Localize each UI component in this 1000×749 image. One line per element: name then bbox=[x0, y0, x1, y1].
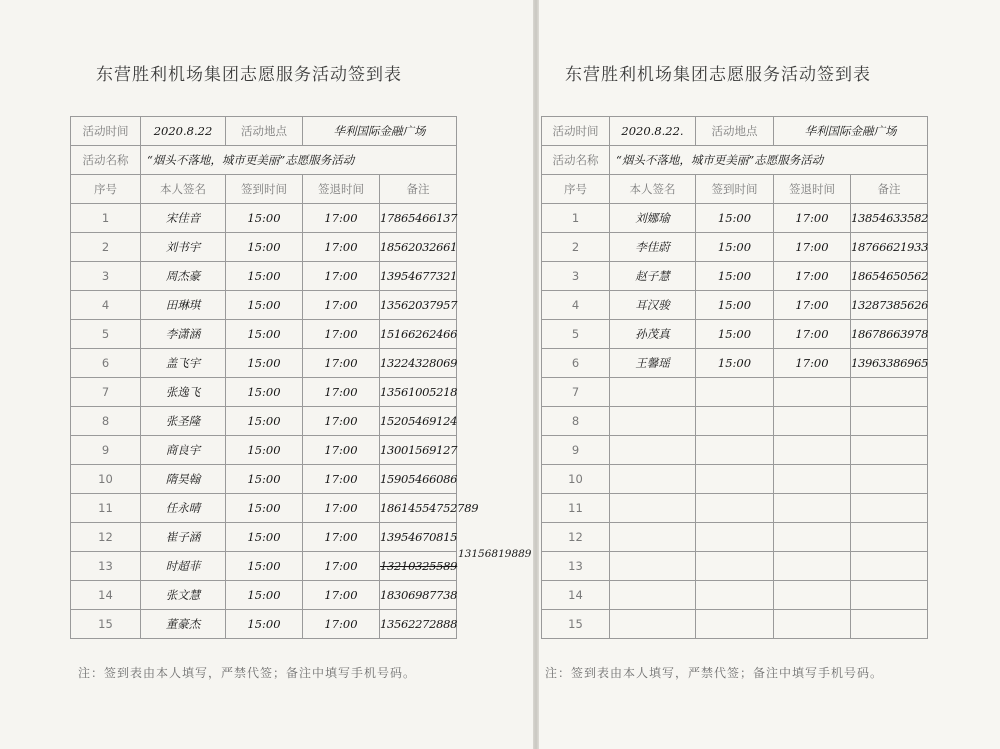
row-number: 9 bbox=[71, 436, 141, 465]
remark-cell bbox=[851, 407, 928, 436]
table-row bbox=[71, 262, 457, 291]
remark-cell bbox=[851, 523, 928, 552]
sign-out-time-cell: 17:00 bbox=[303, 262, 380, 291]
sign-out-time-cell: 17:00 bbox=[303, 436, 380, 465]
remark-cell: 18614554752789 bbox=[380, 494, 457, 523]
remark-cell: 13224328069 bbox=[380, 349, 457, 378]
remark-cell: 13210325589 bbox=[380, 552, 457, 581]
sign-out-time-cell: 17:00 bbox=[303, 494, 380, 523]
row-number: 10 bbox=[542, 465, 610, 494]
sign-in-time-cell bbox=[696, 494, 774, 523]
activity-name-label: 活动名称 bbox=[542, 146, 610, 175]
remark-cell: 15205469124 bbox=[380, 407, 457, 436]
remark-cell: 18678663978 bbox=[851, 320, 928, 349]
sign-in-time-cell: 15:00 bbox=[226, 291, 303, 320]
row-number: 5 bbox=[542, 320, 610, 349]
sign-in-time-cell: 15:00 bbox=[696, 349, 774, 378]
sign-in-table bbox=[541, 116, 928, 639]
sign-out-time-cell bbox=[774, 610, 851, 639]
remark-cell bbox=[851, 610, 928, 639]
activity-name-row bbox=[71, 146, 457, 175]
sign-in-time-cell bbox=[696, 610, 774, 639]
signature-cell bbox=[610, 523, 696, 552]
remark-cell bbox=[851, 552, 928, 581]
sign-in-time-cell: 15:00 bbox=[226, 581, 303, 610]
row-number: 8 bbox=[542, 407, 610, 436]
signature-cell: 商良宇 bbox=[141, 436, 226, 465]
sign-in-time-cell: 15:00 bbox=[226, 552, 303, 581]
sign-out-time-cell bbox=[774, 552, 851, 581]
table-row bbox=[542, 552, 928, 581]
signature-cell bbox=[610, 407, 696, 436]
signature-cell: 孙茂真 bbox=[610, 320, 696, 349]
row-number: 13 bbox=[71, 552, 141, 581]
table-row bbox=[71, 436, 457, 465]
signature-cell: 王馨瑶 bbox=[610, 349, 696, 378]
sign-in-time-cell: 15:00 bbox=[226, 610, 303, 639]
signature-cell bbox=[610, 436, 696, 465]
table-row bbox=[542, 349, 928, 378]
row-number: 7 bbox=[542, 378, 610, 407]
activity-time-label: 活动时间 bbox=[542, 117, 610, 146]
signature-cell: 张圣隆 bbox=[141, 407, 226, 436]
header-signature: 本人签名 bbox=[141, 175, 226, 204]
table-header-row bbox=[542, 175, 928, 204]
sign-out-time-cell bbox=[774, 581, 851, 610]
row-number: 4 bbox=[71, 291, 141, 320]
signature-cell: 李佳蔚 bbox=[610, 233, 696, 262]
row-number: 11 bbox=[71, 494, 141, 523]
sign-out-time-cell: 17:00 bbox=[774, 204, 851, 233]
remark-cell: 13954677321 bbox=[380, 262, 457, 291]
table-row bbox=[542, 378, 928, 407]
sign-out-time-cell: 17:00 bbox=[303, 581, 380, 610]
activity-name-label: 活动名称 bbox=[71, 146, 141, 175]
remark-cell: 18306987738 bbox=[380, 581, 457, 610]
row-number: 8 bbox=[71, 407, 141, 436]
row-number: 14 bbox=[71, 581, 141, 610]
row-number: 6 bbox=[542, 349, 610, 378]
signature-cell: 崔子涵 bbox=[141, 523, 226, 552]
sign-in-time-cell bbox=[696, 552, 774, 581]
sheet-title: 东营胜利机场集团志愿服务活动签到表 bbox=[96, 65, 402, 85]
row-number: 13 bbox=[542, 552, 610, 581]
header-remark: 备注 bbox=[851, 175, 928, 204]
activity-name-row bbox=[542, 146, 928, 175]
sign-in-time-cell: 15:00 bbox=[226, 233, 303, 262]
table-row bbox=[71, 204, 457, 233]
sign-out-time-cell: 17:00 bbox=[303, 523, 380, 552]
sign-in-time-cell: 15:00 bbox=[226, 262, 303, 291]
sign-in-sheet-right bbox=[539, 0, 1000, 749]
sign-out-time-cell bbox=[774, 436, 851, 465]
sign-in-time-cell bbox=[696, 407, 774, 436]
signature-cell: 张文慧 bbox=[141, 581, 226, 610]
table-row bbox=[542, 494, 928, 523]
table-row bbox=[71, 233, 457, 262]
sign-in-time-cell: 15:00 bbox=[696, 320, 774, 349]
sign-out-time-cell: 17:00 bbox=[303, 465, 380, 494]
table-row bbox=[542, 233, 928, 262]
remark-cell: 17865466137 bbox=[380, 204, 457, 233]
table-row bbox=[71, 581, 457, 610]
sign-in-time-cell bbox=[696, 465, 774, 494]
footer-note: 注：签到表由本人填写，严禁代签；备注中填写手机号码。 bbox=[545, 666, 884, 680]
sign-out-time-cell: 17:00 bbox=[303, 552, 380, 581]
sign-out-time-cell: 17:00 bbox=[774, 320, 851, 349]
remark-cell bbox=[851, 465, 928, 494]
signature-cell: 耳汉骏 bbox=[610, 291, 696, 320]
table-row bbox=[71, 407, 457, 436]
sign-out-time-cell: 17:00 bbox=[774, 233, 851, 262]
sign-out-time-cell: 17:00 bbox=[303, 291, 380, 320]
table-row bbox=[71, 523, 457, 552]
sign-in-time-cell: 15:00 bbox=[226, 349, 303, 378]
header-remark: 备注 bbox=[380, 175, 457, 204]
activity-place-label: 活动地点 bbox=[226, 117, 303, 146]
row-number: 9 bbox=[542, 436, 610, 465]
sign-in-time-cell: 15:00 bbox=[696, 233, 774, 262]
remark-cell: 13562272888 bbox=[380, 610, 457, 639]
sign-in-time-cell: 15:00 bbox=[226, 436, 303, 465]
signature-cell bbox=[610, 610, 696, 639]
header-sign-in-time: 签到时间 bbox=[226, 175, 303, 204]
sign-in-time-cell: 15:00 bbox=[226, 465, 303, 494]
row-number: 1 bbox=[542, 204, 610, 233]
signature-cell bbox=[610, 494, 696, 523]
table-row bbox=[71, 494, 457, 523]
header-no: 序号 bbox=[542, 175, 610, 204]
row-number: 5 bbox=[71, 320, 141, 349]
table-row bbox=[542, 523, 928, 552]
sign-in-time-cell: 15:00 bbox=[696, 262, 774, 291]
remark-cell: 13954670815 bbox=[380, 523, 457, 552]
table-row bbox=[542, 320, 928, 349]
sign-out-time-cell bbox=[774, 465, 851, 494]
row-number: 2 bbox=[71, 233, 141, 262]
table-row bbox=[542, 610, 928, 639]
table-row bbox=[542, 407, 928, 436]
header-sign-out-time: 签退时间 bbox=[774, 175, 851, 204]
remark-cell: 13963386965 bbox=[851, 349, 928, 378]
table-row bbox=[542, 204, 928, 233]
remark-cell: 18562032661 bbox=[380, 233, 457, 262]
sign-in-time-cell bbox=[696, 523, 774, 552]
activity-place-value: 华利国际金融广场 bbox=[774, 117, 928, 146]
header-sign-out-time: 签退时间 bbox=[303, 175, 380, 204]
signature-cell: 宋佳音 bbox=[141, 204, 226, 233]
activity-time-value: 2020.8.22 bbox=[141, 117, 226, 146]
sign-in-time-cell bbox=[696, 436, 774, 465]
sign-out-time-cell: 17:00 bbox=[303, 610, 380, 639]
signature-cell bbox=[610, 378, 696, 407]
sign-in-time-cell: 15:00 bbox=[226, 378, 303, 407]
sign-out-time-cell: 17:00 bbox=[774, 262, 851, 291]
row-number: 3 bbox=[542, 262, 610, 291]
remark-cell bbox=[851, 581, 928, 610]
sign-out-time-cell: 17:00 bbox=[303, 204, 380, 233]
row-number: 4 bbox=[542, 291, 610, 320]
table-row bbox=[71, 552, 457, 581]
signature-cell: 周杰豪 bbox=[141, 262, 226, 291]
row-number: 1 bbox=[71, 204, 141, 233]
sign-out-time-cell: 17:00 bbox=[303, 320, 380, 349]
table-row bbox=[71, 610, 457, 639]
activity-time-row bbox=[542, 117, 928, 146]
activity-time-value: 2020.8.22. bbox=[610, 117, 696, 146]
remark-cell: 18766621933 bbox=[851, 233, 928, 262]
table-row bbox=[542, 465, 928, 494]
remark-cell: 13287385626 bbox=[851, 291, 928, 320]
row-number: 2 bbox=[542, 233, 610, 262]
table-row bbox=[71, 320, 457, 349]
margin-phone-note: 13156819889 bbox=[458, 548, 532, 560]
remark-cell: 13001569127 bbox=[380, 436, 457, 465]
row-number: 12 bbox=[71, 523, 141, 552]
sign-in-time-cell: 15:00 bbox=[226, 407, 303, 436]
signature-cell bbox=[610, 552, 696, 581]
activity-place-label: 活动地点 bbox=[696, 117, 774, 146]
sign-out-time-cell: 17:00 bbox=[303, 349, 380, 378]
signature-cell: 刘书宇 bbox=[141, 233, 226, 262]
remark-cell: 13854633582 bbox=[851, 204, 928, 233]
signature-cell: 张逸飞 bbox=[141, 378, 226, 407]
footer-note: 注：签到表由本人填写，严禁代签；备注中填写手机号码。 bbox=[78, 666, 417, 680]
table-row bbox=[71, 349, 457, 378]
remark-cell: 15905466086 bbox=[380, 465, 457, 494]
sign-out-time-cell: 17:00 bbox=[774, 349, 851, 378]
sign-in-time-cell: 15:00 bbox=[226, 320, 303, 349]
sign-in-time-cell bbox=[696, 378, 774, 407]
signature-cell: 赵子慧 bbox=[610, 262, 696, 291]
table-row bbox=[71, 378, 457, 407]
table-row bbox=[542, 581, 928, 610]
table-row bbox=[71, 465, 457, 494]
signature-cell bbox=[610, 465, 696, 494]
activity-name-value: “烟头不落地，城市更美丽”志愿服务活动 bbox=[610, 146, 928, 175]
sign-in-time-cell: 15:00 bbox=[696, 291, 774, 320]
remark-cell: 15166262466 bbox=[380, 320, 457, 349]
header-no: 序号 bbox=[71, 175, 141, 204]
sign-out-time-cell bbox=[774, 378, 851, 407]
sign-in-time-cell: 15:00 bbox=[226, 523, 303, 552]
row-number: 6 bbox=[71, 349, 141, 378]
table-row bbox=[542, 291, 928, 320]
table-header-row bbox=[71, 175, 457, 204]
signature-cell bbox=[610, 581, 696, 610]
sheet-title: 东营胜利机场集团志愿服务活动签到表 bbox=[565, 65, 871, 85]
remark-cell bbox=[851, 494, 928, 523]
table-row bbox=[542, 436, 928, 465]
sign-out-time-cell bbox=[774, 523, 851, 552]
sign-in-time-cell: 15:00 bbox=[696, 204, 774, 233]
signature-cell: 隋昊翰 bbox=[141, 465, 226, 494]
sign-in-time-cell bbox=[696, 581, 774, 610]
table-row bbox=[542, 262, 928, 291]
header-sign-in-time: 签到时间 bbox=[696, 175, 774, 204]
row-number: 11 bbox=[542, 494, 610, 523]
sign-out-time-cell: 17:00 bbox=[303, 407, 380, 436]
signature-cell: 任永晴 bbox=[141, 494, 226, 523]
sign-out-time-cell bbox=[774, 494, 851, 523]
signature-cell: 董豪杰 bbox=[141, 610, 226, 639]
remark-cell: 13561005218 bbox=[380, 378, 457, 407]
remark-cell bbox=[851, 378, 928, 407]
row-number: 15 bbox=[542, 610, 610, 639]
row-number: 10 bbox=[71, 465, 141, 494]
row-number: 7 bbox=[71, 378, 141, 407]
sign-out-time-cell: 17:00 bbox=[774, 291, 851, 320]
signature-cell: 李潇涵 bbox=[141, 320, 226, 349]
sign-in-time-cell: 15:00 bbox=[226, 204, 303, 233]
row-number: 14 bbox=[542, 581, 610, 610]
sign-out-time-cell: 17:00 bbox=[303, 233, 380, 262]
signature-cell: 盖飞宇 bbox=[141, 349, 226, 378]
activity-time-label: 活动时间 bbox=[71, 117, 141, 146]
signature-cell: 时超菲 bbox=[141, 552, 226, 581]
sign-in-table bbox=[70, 116, 479, 639]
signature-cell: 刘娜瑜 bbox=[610, 204, 696, 233]
sign-in-time-cell: 15:00 bbox=[226, 494, 303, 523]
sign-out-time-cell: 17:00 bbox=[303, 378, 380, 407]
activity-place-value: 华利国际金融广场 bbox=[303, 117, 457, 146]
sign-out-time-cell bbox=[774, 407, 851, 436]
remark-cell bbox=[851, 436, 928, 465]
remark-cell: 18654650562 bbox=[851, 262, 928, 291]
row-number: 12 bbox=[542, 523, 610, 552]
row-number: 3 bbox=[71, 262, 141, 291]
activity-time-row bbox=[71, 117, 457, 146]
remark-cell: 13562037957 bbox=[380, 291, 457, 320]
signature-cell: 田琳琪 bbox=[141, 291, 226, 320]
table-row bbox=[71, 291, 457, 320]
header-signature: 本人签名 bbox=[610, 175, 696, 204]
activity-name-value: “烟头不落地，城市更美丽”志愿服务活动 bbox=[141, 146, 457, 175]
row-number: 15 bbox=[71, 610, 141, 639]
